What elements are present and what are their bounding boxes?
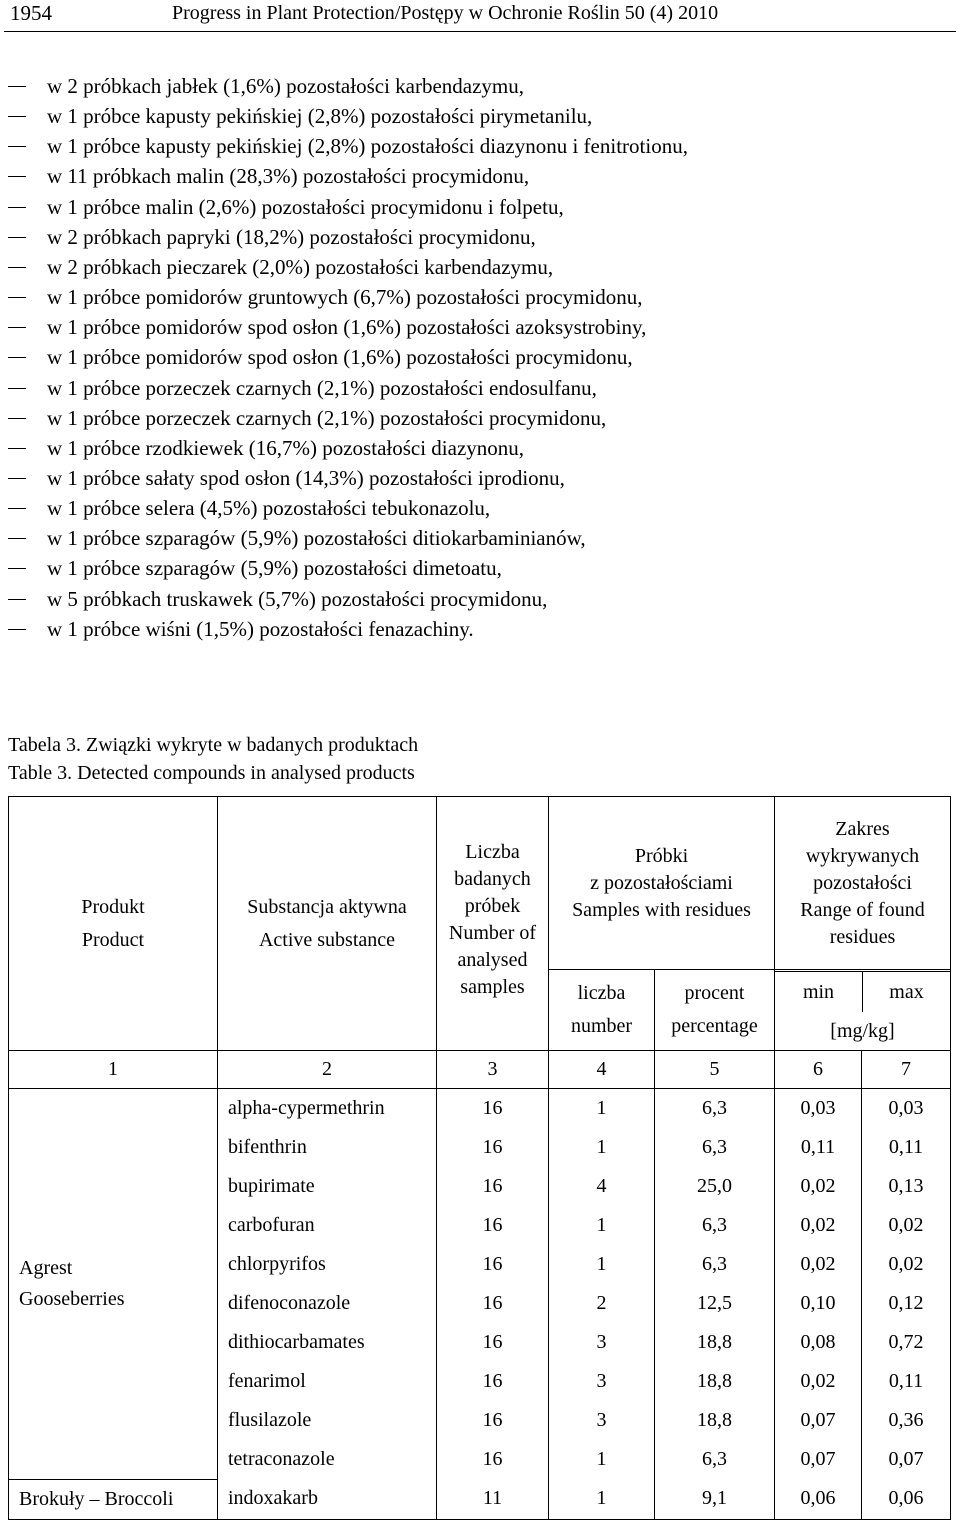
dash-bullet — [8, 568, 26, 569]
dash-bullet — [8, 327, 26, 328]
list-item — [0, 404, 960, 434]
dash-bullet — [8, 86, 26, 87]
cell-samples: 11 — [437, 1479, 549, 1519]
cell-min: 0,07 — [775, 1440, 862, 1479]
dash-bullet — [8, 207, 26, 208]
cell-substance: indoxakarb — [218, 1479, 437, 1519]
cell-substance: dithiocarbamates — [218, 1323, 437, 1362]
cell-number: 3 — [549, 1401, 655, 1440]
cell-samples: 16 — [437, 1245, 549, 1284]
header-samples-with-residues: Próbki z pozostałościami Samples with residues — [549, 797, 775, 970]
list-item — [0, 464, 960, 494]
cell-percent: 18,8 — [655, 1323, 775, 1362]
cell-min: 0,06 — [775, 1479, 862, 1519]
cell-max: 0,36 — [862, 1401, 951, 1440]
cell-samples: 16 — [437, 1440, 549, 1479]
list-item — [0, 72, 960, 102]
cell-samples: 16 — [437, 1284, 549, 1323]
cell-number: 4 — [549, 1167, 655, 1206]
product-cell: Agrest Gooseberries — [9, 1089, 218, 1480]
product-cell: Brokuły – Broccoli — [9, 1479, 218, 1519]
cell-min: 0,07 — [775, 1401, 862, 1440]
list-item — [0, 193, 960, 223]
cell-max: 0,07 — [862, 1440, 951, 1479]
cell-samples: 16 — [437, 1323, 549, 1362]
cell-percent: 12,5 — [655, 1284, 775, 1323]
list-item — [0, 313, 960, 343]
list-item-text: w 5 próbkach truskawek (5,7%) pozostałości procymidonu, — [47, 586, 548, 611]
dash-bullet — [8, 508, 26, 509]
list-item — [0, 102, 960, 132]
cell-max: 0,11 — [862, 1128, 951, 1167]
list-item-text: w 1 próbce porzeczek czarnych (2,1%) pozostałości endosulfanu, — [47, 375, 597, 400]
cell-min: 0,10 — [775, 1284, 862, 1323]
list-item — [0, 162, 960, 192]
cell-substance: fenarimol — [218, 1362, 437, 1401]
cell-number: 2 — [549, 1284, 655, 1323]
cell-max: 0,06 — [862, 1479, 951, 1519]
list-item-text: w 1 próbce selera (4,5%) pozostałości tebukonazolu, — [47, 496, 491, 521]
cell-samples: 16 — [437, 1362, 549, 1401]
cell-substance: bupirimate — [218, 1167, 437, 1206]
header-rule — [4, 31, 956, 32]
dash-bullet — [8, 629, 26, 630]
cell-min: 0,02 — [775, 1362, 862, 1401]
cell-max: 0,13 — [862, 1167, 951, 1206]
cell-max: 0,11 — [862, 1362, 951, 1401]
dash-bullet — [8, 176, 26, 177]
header-max: max — [889, 980, 924, 1003]
list-item-text: w 1 próbce sałaty spod osłon (14,3%) pozostałości iprodionu, — [47, 465, 565, 490]
cell-percent: 6,3 — [655, 1440, 775, 1479]
cell-number: 3 — [549, 1362, 655, 1401]
dash-bullet — [8, 116, 26, 117]
page-header — [0, 0, 960, 32]
cell-samples: 16 — [437, 1206, 549, 1245]
list-item — [0, 494, 960, 524]
cell-substance: alpha-cypermethrin — [218, 1089, 437, 1129]
list-item-text: w 1 próbce pomidorów spod osłon (1,6%) pozostałości procymidonu, — [47, 345, 633, 370]
header-min: min — [775, 972, 863, 1012]
cell-number: 1 — [549, 1128, 655, 1167]
header-unit: [mg/kg] — [830, 1019, 895, 1042]
cell-number: 3 — [549, 1323, 655, 1362]
caption-en: Table 3. Detected compounds in analysed products — [8, 762, 415, 784]
header-min-max — [775, 970, 951, 1051]
header-product: Produkt Product — [9, 797, 218, 1051]
list-item — [0, 585, 960, 615]
cell-percent: 18,8 — [655, 1401, 775, 1440]
cell-number: 1 — [549, 1440, 655, 1479]
list-item-text: w 1 próbce kapusty pekińskiej (2,8%) pozostałości pirymetanilu, — [47, 104, 593, 129]
dash-bullet — [8, 448, 26, 449]
list-item-text: w 2 próbkach pieczarek (2,0%) pozostałości karbendazymu, — [47, 254, 554, 279]
header-sample-count: Liczba badanych próbek Number of analysed samples — [437, 797, 549, 1051]
list-item — [0, 132, 960, 162]
cell-substance: chlorpyrifos — [218, 1245, 437, 1284]
cell-percent: 6,3 — [655, 1206, 775, 1245]
cell-samples: 16 — [437, 1128, 549, 1167]
list-item — [0, 283, 960, 313]
list-item — [0, 343, 960, 373]
dash-bullet — [8, 478, 26, 479]
dash-bullet — [8, 357, 26, 358]
list-item-text: w 2 próbkach papryki (18,2%) pozostałości procymidonu, — [47, 224, 536, 249]
list-item-text: w 1 próbce kapusty pekińskiej (2,8%) pozostałości diazynonu i fenitrotionu, — [47, 134, 688, 159]
column-numbers-row: 1 2 3 4 5 6 7 — [9, 1051, 951, 1089]
cell-number: 1 — [549, 1479, 655, 1519]
list-item-text: w 1 próbce szparagów (5,9%) pozostałości ditiokarbaminianów, — [47, 526, 586, 551]
cell-substance: difenoconazole — [218, 1284, 437, 1323]
cell-percent: 25,0 — [655, 1167, 775, 1206]
list-item-text: w 1 próbce pomidorów spod osłon (1,6%) pozostałości azoksystrobiny, — [47, 315, 647, 340]
cell-percent: 6,3 — [655, 1089, 775, 1129]
dash-bullet — [8, 538, 26, 539]
header-substance: Substancja aktywna Active substance — [218, 797, 437, 1051]
header-percent: procent percentage — [655, 970, 775, 1051]
cell-percent: 6,3 — [655, 1245, 775, 1284]
residues-table — [8, 796, 951, 1520]
dash-bullet — [8, 237, 26, 238]
cell-samples: 16 — [437, 1089, 549, 1129]
list-item — [0, 253, 960, 283]
cell-percent: 9,1 — [655, 1479, 775, 1519]
cell-percent: 6,3 — [655, 1128, 775, 1167]
table-caption — [8, 731, 418, 787]
list-item — [0, 615, 960, 645]
dash-bullet — [8, 146, 26, 147]
dash-bullet — [8, 297, 26, 298]
list-item-text: w 1 próbce pomidorów gruntowych (6,7%) pozostałości procymidonu, — [47, 285, 643, 310]
list-item-text: w 1 próbce malin (2,6%) pozostałości procymidonu i folpetu, — [47, 194, 564, 219]
cell-max: 0,03 — [862, 1089, 951, 1129]
cell-max: 0,02 — [862, 1245, 951, 1284]
list-item — [0, 434, 960, 464]
list-item — [0, 374, 960, 404]
dash-bullet — [8, 388, 26, 389]
list-item — [0, 223, 960, 253]
list-item-text: w 2 próbkach jabłek (1,6%) pozostałości karbendazymu, — [47, 74, 525, 98]
list-item-text: w 1 próbce porzeczek czarnych (2,1%) pozostałości procymidonu, — [47, 405, 607, 430]
cell-min: 0,02 — [775, 1206, 862, 1245]
caption-pl: Tabela 3. Związki wykryte w badanych produktach — [8, 734, 419, 756]
header-range: Zakres wykrywanych pozostałości Range of found residues — [775, 797, 951, 970]
cell-min: 0,08 — [775, 1323, 862, 1362]
cell-min: 0,02 — [775, 1167, 862, 1206]
dash-bullet — [8, 267, 26, 268]
list-item-text: w 1 próbce rzodkiewek (16,7%) pozostałości diazynonu, — [47, 435, 525, 460]
list-item-text: w 1 próbce szparagów (5,9%) pozostałości dimetoatu, — [47, 556, 502, 581]
dash-bullet — [8, 599, 26, 600]
table-row — [9, 1089, 951, 1129]
dash-bullet — [8, 418, 26, 419]
header-number: liczba number — [549, 970, 655, 1051]
list-item — [0, 554, 960, 584]
list-item-text: w 11 próbkach malin (28,3%) pozostałości procymidonu, — [47, 164, 530, 189]
journal-title: Progress in Plant Protection/Postępy w Ochronie Roślin 50 (4) 2010 — [172, 2, 719, 24]
list-item — [0, 524, 960, 554]
cell-min: 0,11 — [775, 1128, 862, 1167]
cell-number: 1 — [549, 1245, 655, 1284]
cell-min: 0,03 — [775, 1089, 862, 1129]
cell-number: 1 — [549, 1206, 655, 1245]
cell-max: 0,72 — [862, 1323, 951, 1362]
cell-max: 0,12 — [862, 1284, 951, 1323]
list-item-text: w 1 próbce wiśni (1,5%) pozostałości fenazachiny. — [47, 616, 474, 641]
cell-samples: 16 — [437, 1401, 549, 1440]
page-number: 1954 — [10, 1, 52, 25]
cell-max: 0,02 — [862, 1206, 951, 1245]
cell-samples: 16 — [437, 1167, 549, 1206]
cell-min: 0,02 — [775, 1245, 862, 1284]
cell-substance: bifenthrin — [218, 1128, 437, 1167]
cell-substance: flusilazole — [218, 1401, 437, 1440]
cell-number: 1 — [549, 1089, 655, 1129]
table-row — [9, 1479, 951, 1519]
cell-substance: tetraconazole — [218, 1440, 437, 1479]
cell-substance: carbofuran — [218, 1206, 437, 1245]
cell-percent: 18,8 — [655, 1362, 775, 1401]
